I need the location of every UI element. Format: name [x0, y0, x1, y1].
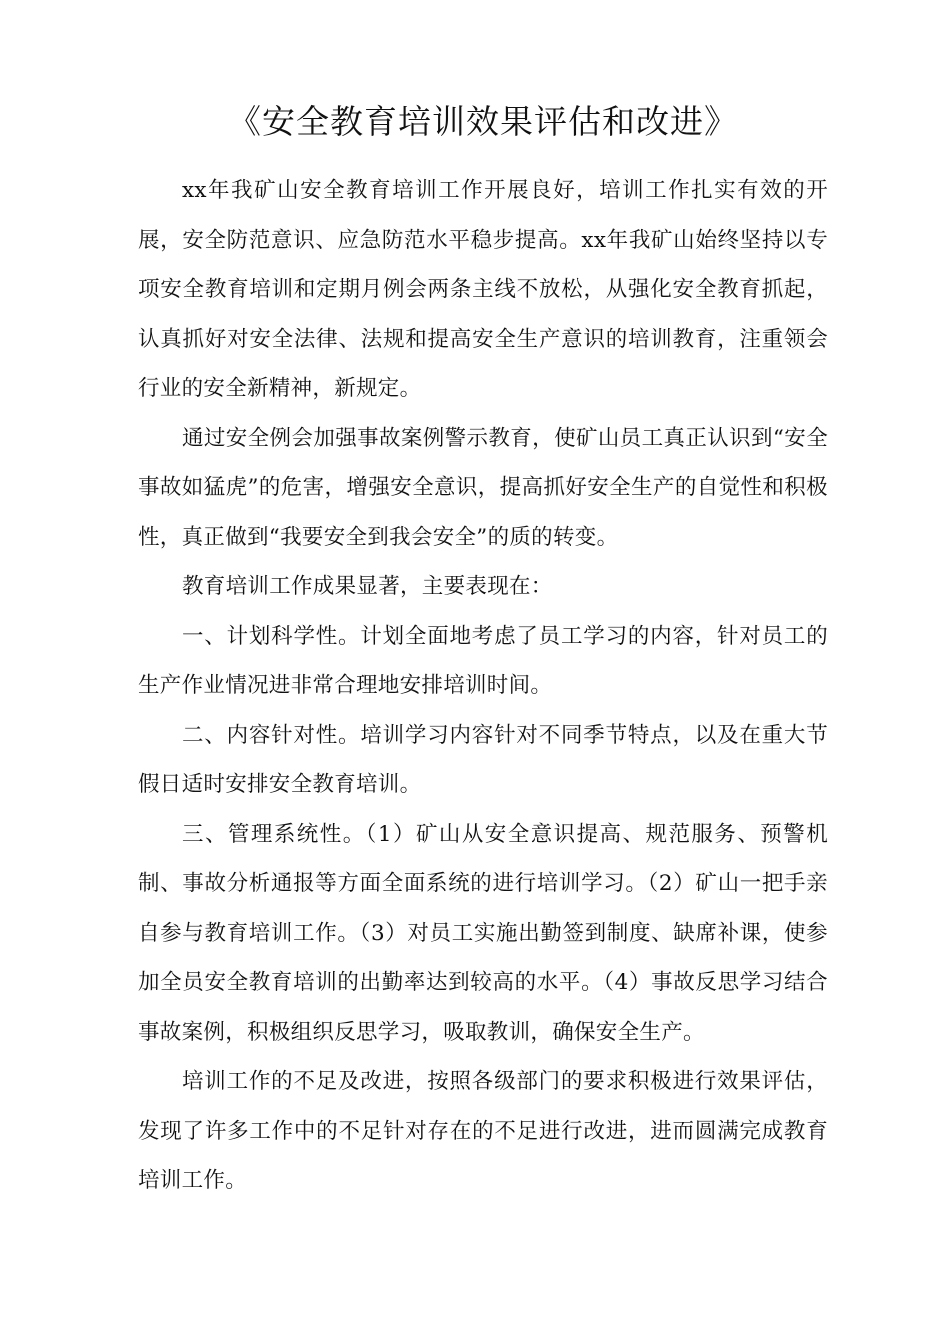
paragraph-overview: xx年我矿山安全教育培训工作开展良好，培训工作扎实有效的开展，安全防范意识、应急防范水平稳步提高。xx年我矿山始终坚持以专项安全教育培训和定期月例会两条主线不放松，从强化安全教育抓起，认真抓好对安全法律、法规和提高安全生产意识的培训教育，注重领会行业的安全新精神，新规定。	[138, 178, 828, 401]
paragraph-case-education: 通过安全例会加强事故案例警示教育，使矿山员工真正认识到“安全事故如猛虎”的危害，增强安全意识，提高抓好安全生产的自觉性和积极性，真正做到“我要安全到我会安全”的质的转变。	[138, 425, 828, 550]
paragraph-content-targeting: 二、内容针对性。培训学习内容针对不同季节特点，以及在重大节假日适时安排安全教育培训。	[138, 722, 828, 797]
paragraph-improvement: 培训工作的不足及改进，按照各级部门的要求积极进行效果评估，发现了许多工作中的不足针对存在的不足进行改进，进而圆满完成教育培训工作。	[138, 1069, 828, 1193]
paragraph-results-intro: 教育培训工作成果显著，主要表现在：	[182, 574, 553, 599]
paragraph-management-system: 三、管理系统性。（1）矿山从安全意识提高、规范服务、预警机制、事故分析通报等方面全面系统的进行培训学习。（2）矿山一把手亲自参与教育培训工作。（3）对员工实施出勤签到制度、缺席补课，使参加全员安全教育培训的出勤率达到较高的水平。（4）事故反思学习结合事故案例，积极组织反思学习，吸取教训，确保安全生产。	[138, 821, 828, 1045]
paragraph-planning: 一、计划科学性。计划全面地考虑了员工学习的内容，针对员工的生产作业情况进非常合理地安排培训时间。	[138, 623, 828, 698]
document-title: 《安全教育培训效果评估和改进》	[228, 102, 738, 141]
document-page	[138, 96, 828, 1206]
